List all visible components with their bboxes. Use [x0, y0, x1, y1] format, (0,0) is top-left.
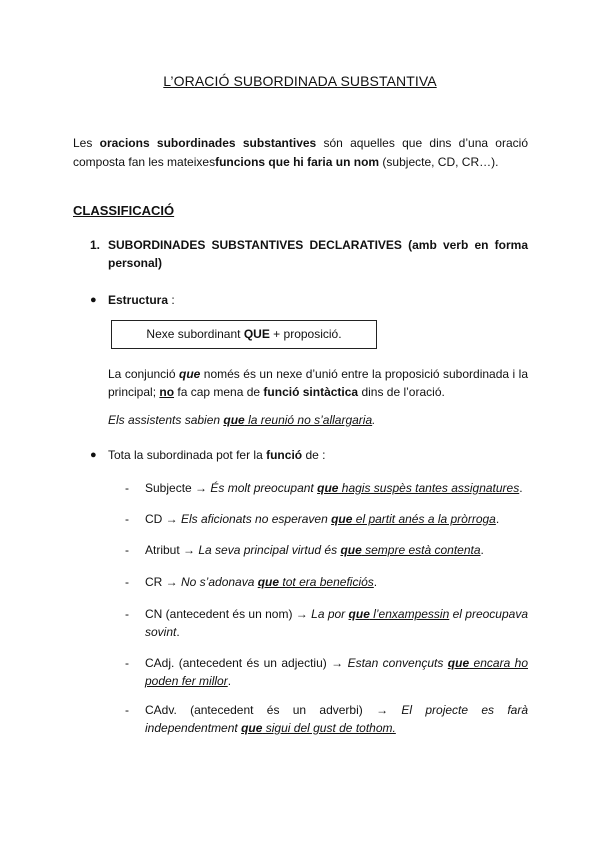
function-end: . [373, 575, 378, 589]
example-text-2: la reunió no s’allargaria [244, 413, 373, 427]
dash-marker: - [125, 703, 129, 717]
box-text-1: Nexe subordinant [146, 327, 244, 341]
function-item-cr [125, 573, 528, 591]
function-que: que [257, 575, 280, 589]
example-text-1: Els assistents sabien [108, 413, 224, 427]
section-heading: CLASSIFICACIÓ [73, 203, 175, 218]
function-example-rest: el preocupava sovint [145, 607, 529, 639]
structure-suffix: : [168, 293, 175, 307]
dash-marker: - [125, 575, 129, 589]
function-que: que [447, 656, 470, 670]
function-end: . [495, 512, 500, 526]
function-que: que [241, 721, 263, 735]
function-label: Atribut → [145, 543, 199, 557]
example-que: que [223, 413, 245, 427]
function-example: La por [311, 607, 349, 621]
function-text-2: de : [302, 448, 326, 462]
function-subordinate: sempre està contenta [361, 543, 481, 557]
function-example: La seva principal virtud és [198, 543, 341, 557]
function-que: que [331, 512, 353, 526]
function-end: . [176, 625, 180, 639]
function-end: . [480, 543, 484, 557]
structure-label: Estructura [108, 293, 169, 307]
function-subordinate: encara ho poden fer millor [145, 656, 529, 688]
function-example: És molt preocupant [210, 481, 318, 495]
item-text: SUBORDINADES SUBSTANTIVES DECLARATIVES (amb verb en forma personal) [108, 238, 528, 270]
function-subordinate: sigui del gust de tothom. [262, 721, 396, 735]
box-text-2: + proposició. [269, 327, 342, 341]
explanation-text-2: només és un nexe d’unió entre la proposició subordinada i la principal; [108, 367, 528, 399]
function-end: . [227, 674, 232, 688]
function-label: CN (antecedent és un nom) → [145, 607, 312, 621]
structure-bullet [90, 291, 528, 309]
function-bold: funció [266, 448, 303, 462]
function-item-cd [125, 510, 528, 528]
function-subordinate: hagis suspès tantes assignatures [338, 481, 520, 495]
function-label: CAdj. (antecedent és un adjectiu) → [145, 656, 348, 670]
function-bullet [90, 446, 528, 464]
function-item-cn [125, 605, 528, 641]
intro-bold-functions: funcions que hi faria un nom [215, 155, 380, 169]
function-example: El projecte es farà independentment [145, 703, 529, 735]
explanation-no: no [159, 385, 175, 399]
function-text-1: Tota la subordinada pot fer la [108, 448, 267, 462]
function-end: . [519, 481, 523, 495]
bullet-dot-icon: ● [90, 449, 97, 461]
explanation-text-4: dins de l’oració. [358, 385, 445, 399]
function-label: Subjecte → [145, 481, 211, 495]
explanation-text-3: fa cap mena de [174, 385, 264, 399]
dash-marker: - [125, 512, 129, 526]
function-label: CAdv. (antecedent és un adverbi) → [145, 703, 402, 717]
function-label: CD → [145, 512, 181, 526]
dash-marker: - [125, 543, 129, 557]
dash-marker: - [125, 481, 129, 495]
function-example: Els aficionats no esperaven [181, 512, 332, 526]
function-item-atribut [125, 541, 528, 559]
function-example: No s’adonava [181, 575, 258, 589]
structure-bullet-text [108, 291, 528, 309]
explanation-paragraph [108, 365, 528, 401]
function-subordinate: el partit anés a la pròrroga [352, 512, 496, 526]
intro-text-2: són aquelles que dins d’una oració composta fan les mateixes [73, 136, 528, 169]
function-item-subjecte [125, 479, 528, 497]
explanation-que: que [178, 367, 201, 381]
dash-marker: - [125, 656, 129, 670]
function-bullet-text [108, 446, 528, 464]
function-que: que [348, 607, 370, 621]
example-sentence [108, 411, 528, 429]
explanation-bold: funció sintàctica [263, 385, 359, 399]
function-subordinate: tot era beneficiós [279, 575, 374, 589]
item-number: 1. [90, 238, 101, 252]
function-item-cadv [125, 701, 528, 737]
page-title: L’ORACIÓ SUBORDINADA SUBSTANTIVA [163, 73, 437, 89]
intro-text-3: (subjecte, CD, CR…). [379, 155, 499, 169]
intro-text-1: Les [73, 136, 100, 150]
function-que: que [317, 481, 339, 495]
function-example: Estan convençuts [347, 656, 448, 670]
numbered-item [90, 236, 528, 272]
function-item-cadj [125, 654, 528, 690]
function-subordinate: l’enxampessin [369, 607, 450, 621]
dash-marker: - [125, 607, 129, 621]
intro-bold-term: oracions subordinades substantives [99, 136, 317, 150]
structure-box [111, 320, 377, 349]
intro-paragraph [73, 134, 528, 172]
explanation-text-1: La conjunció [108, 367, 179, 381]
box-que: QUE [243, 327, 270, 341]
function-label: CR → [145, 575, 181, 589]
example-end: . [372, 413, 376, 427]
function-que: que [340, 543, 362, 557]
bullet-dot-icon: ● [90, 294, 97, 306]
